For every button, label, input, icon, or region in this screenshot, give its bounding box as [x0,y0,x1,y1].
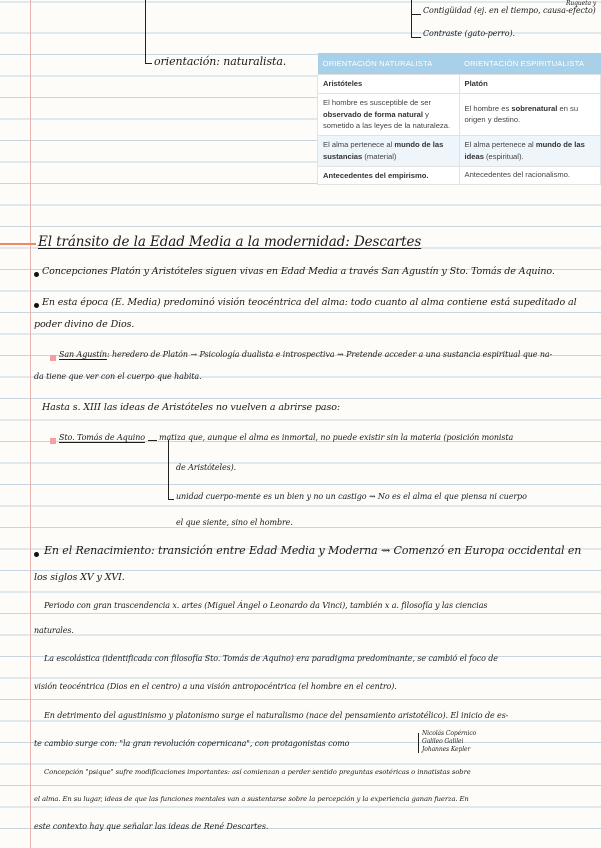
bracket-arm-1 [411,14,421,15]
paragraph-epoca-line1: En esta época (E. Media) predominó visión teocéntrica del alma: todo cuanto al alma contiene está supeditado al [42,297,577,308]
paragraph-concepciones: Concepciones Platón y Aristóteles siguen vivas en Edad Media a través San Agustín y Sto. Tomás de Aquino. [42,266,555,277]
table-cell-racionalismo: Antecedentes del racionalismo. [459,166,601,185]
table-cell-platon: Platón [459,75,601,94]
bullet-square [50,355,56,361]
hasta-siglo-xiii: Hasta s. XIII las ideas de Aristóteles no vuelven a abrirse paso: [42,402,340,413]
name-galileo: Galileo Galilei [422,738,464,745]
table-cell-hombre-espiritualista: El hombre es sobrenatural en su origen y destino. [459,93,601,135]
table-header-espiritualista: ORIENTACIÓN ESPIRITUALISTA [459,53,601,75]
bullet-dot [34,272,39,277]
detrimento-line1: En detrimento del agustinismo y platonismo surge el naturalismo (nace del pensamiento aristotélico). El inicio de es- [44,711,509,720]
margin-line [30,0,31,848]
table-cell-aristoteles: Aristóteles [318,75,460,94]
escolastica-line2: visión teocéntrica (Dios en el centro) a una visión antropocéntrica (el hombre en el centro). [34,682,397,691]
names-bracket [418,733,419,753]
periodo-line1: Periodo con gran trascendencia x. artes (Miguel Ángel o Leonardo da Vinci), también x a. filosofía y las ciencias [44,601,488,610]
heading-accent-line [0,243,36,245]
detrimento-line2: te cambio surge con: "la gran revolución copernicana", con protagonistas como [34,739,350,748]
orientacion-label: orientación: naturalista. [154,55,287,68]
san-agustin-line2: da tiene que ver con el cuerpo que habita. [34,372,202,381]
tomas-label: Sto. Tomás de Aquino [59,433,145,442]
renacimiento-line2: los siglos XV y XVI. [34,572,125,583]
bullet-dot [34,303,39,308]
name-copernico: Nicolás Copérnico [422,730,477,737]
orientation-table [317,53,601,185]
tomas-line2: de Aristóteles). [176,463,237,472]
bullet-square [50,438,56,444]
tomas-line3: unidad cuerpo-mente es un bien y no un castigo ⇝ No es el alma el que piensa ni cuerpo [176,492,527,501]
table-cell-hombre-naturalista: El hombre es susceptible de ser observado de forma natural y sometido a las leyes de la naturaleza. [318,93,460,135]
tomas-bracket [168,440,169,500]
renacimiento-line1: En el Renacimiento: transición entre Edad Media y Moderna ⇝ Comenzó en Europa occidental en [44,544,582,557]
table-cell-empirismo: Antecedentes del empirismo. [318,166,460,185]
bracket-contraste: Contraste (gato-perro). [423,29,515,38]
tomas-connector [148,440,157,441]
periodo-line2: naturales. [34,626,74,635]
concepcion-line2: el alma. En su lugar, ideas de que las funciones mentales van a sustentarse sobre la percepción y la experiencia ganan fuerza. En [34,795,469,803]
orientacion-vertical [145,0,146,64]
orientacion-arm [145,63,152,64]
section-heading: El tránsito de la Edad Media a la modernidad: Descartes [38,234,422,250]
table-cell-alma-naturalista: El alma pertenece al mundo de las sustancias (material) [318,136,460,167]
table-cell-alma-espiritualista: El alma pertenece al mundo de las ideas (espiritual). [459,136,601,167]
bracket-vertical [411,0,412,38]
san-agustin-line1: San Agustín: heredero de Platón → Psicología dualista e introspectiva ⇝ Pretende acceder a una sustancia espiritual que na- [59,350,553,359]
tomas-line4: el que siente, sino el hombre. [176,518,293,527]
bracket-arm-2 [411,37,421,38]
bracket-note: Ruqueta y [566,0,597,7]
tomas-bracket-arm [168,499,174,500]
bracket-contiguidad: Contigüidad (ej. en el tiempo, causa-efecto) [423,6,596,15]
table-header-naturalista: ORIENTACIÓN NATURALISTA [318,53,460,75]
name-kepler: Johannes Kepler [422,746,471,753]
bullet-dot [34,552,39,557]
concepcion-line1: Concepción "psique" sufre modificaciones importantes: así comienzan a perder sentido preguntas esotéricas o innatistas sobre [44,768,471,776]
paragraph-epoca-line2: poder divino de Dios. [34,319,135,330]
escolastica-line1: La escolástica (identificada con filosofía Sto. Tomás de Aquino) era paradigma predominante, se cambió el foco de [44,654,498,663]
concepcion-line3: este contexto hay que señalar las ideas de René Descartes. [34,822,269,831]
tomas-line1: matiza que, aunque el alma es inmortal, no puede existir sin la materia (posición monista [159,433,514,442]
